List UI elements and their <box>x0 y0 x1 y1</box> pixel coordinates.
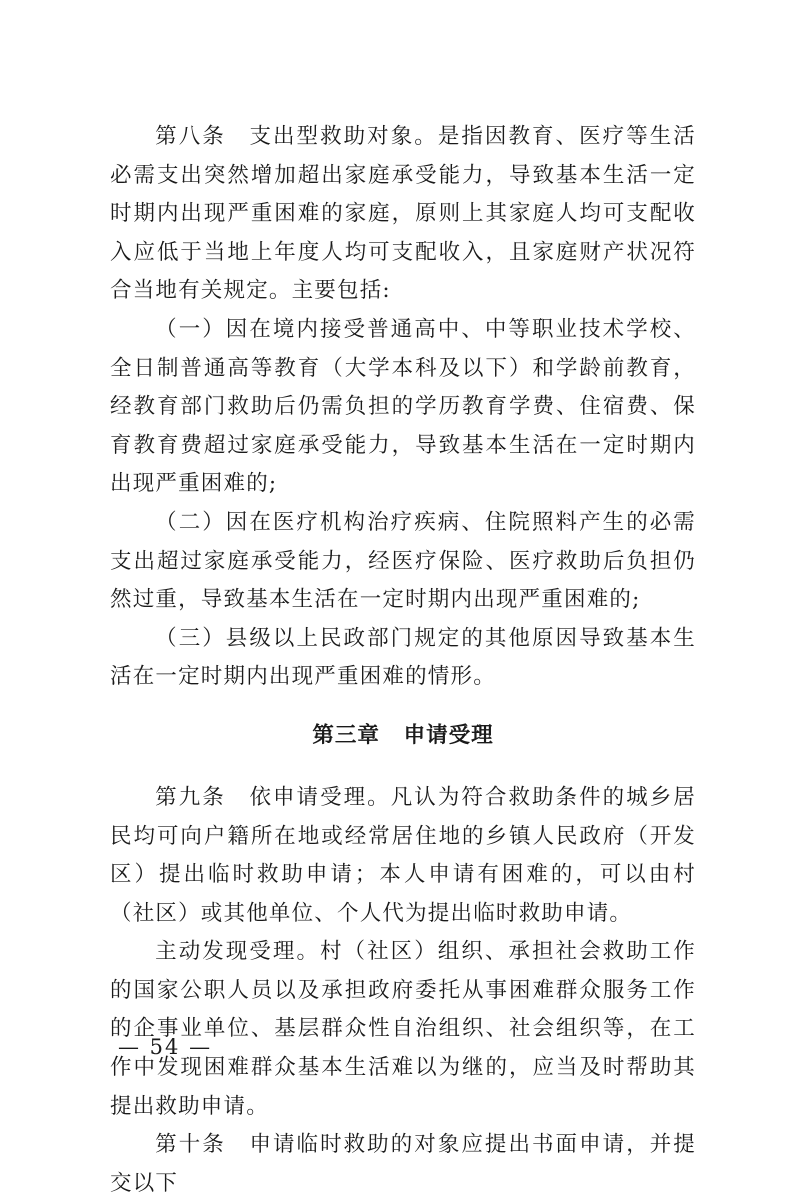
article-9-lead: 第九条 <box>155 784 226 810</box>
article-8-item-3: （三）县级以上民政部门规定的其他原因导致基本生活在一定时期内出现严重困难的情形。 <box>110 625 696 690</box>
page-number: — 54 — <box>118 1035 213 1059</box>
active-discovery-paragraph: 主动发现受理。村（社区）组织、承担社会救助工作的国家公职人员以及承担政府委托从事困难群众服务工作的企事业单位、基层群众性自治组织、社会组织等，在工作中发现困难群众基本生活难以为继的，应当及时帮助其提出救助申请。 <box>110 939 696 1119</box>
chapter-title: 申请受理 <box>403 722 494 748</box>
article-8-item-1: （一）因在境内接受普通高中、中等职业技术学校、全日制普通高等教育（大学本科及以下）和学龄前教育，经教育部门救助后仍需负担的学历教育学费、住宿费、保育教育费超过家庭承受能力，导致基本生活在一定时期内出现严重困难的; <box>110 316 696 497</box>
article-9-text: 依申请受理。凡认为符合救助条件的城乡居民均可向户籍所在地或经常居住地的乡镇人民政府（开发区）提出临时救助申请；本人申请有困难的，可以由村（社区）或其他单位、个人代为提出临时救助申请。 <box>110 784 696 926</box>
article-8 <box>110 118 696 311</box>
article-8-lead: 第八条 <box>155 124 226 149</box>
article-8-item-2: （二）因在医疗机构治疗疾病、住院照料产生的必需支出超过家庭承受能力，经医疗保险、医疗救助后负担仍然过重，导致基本生活在一定时期内出现严重困难的; <box>110 509 696 613</box>
article-10-text: 申请临时救助的对象应提出书面申请，并提交以下 <box>110 1132 696 1196</box>
article-8-text: 支出型救助对象。是指因教育、医疗等生活必需支出突然增加超出家庭承受能力，导致基本生活一定时期内出现严重困难的家庭，原则上其家庭人均可支配收入应低于当地上年度人均可支配收入，且家庭财产状况符合当地有关规定。主要包括: <box>110 124 696 304</box>
chapter-heading <box>110 717 696 755</box>
chapter-number: 第三章 <box>312 722 380 748</box>
article-9 <box>110 779 696 933</box>
article-10 <box>110 1126 696 1203</box>
article-10-lead: 第十条 <box>155 1132 226 1158</box>
